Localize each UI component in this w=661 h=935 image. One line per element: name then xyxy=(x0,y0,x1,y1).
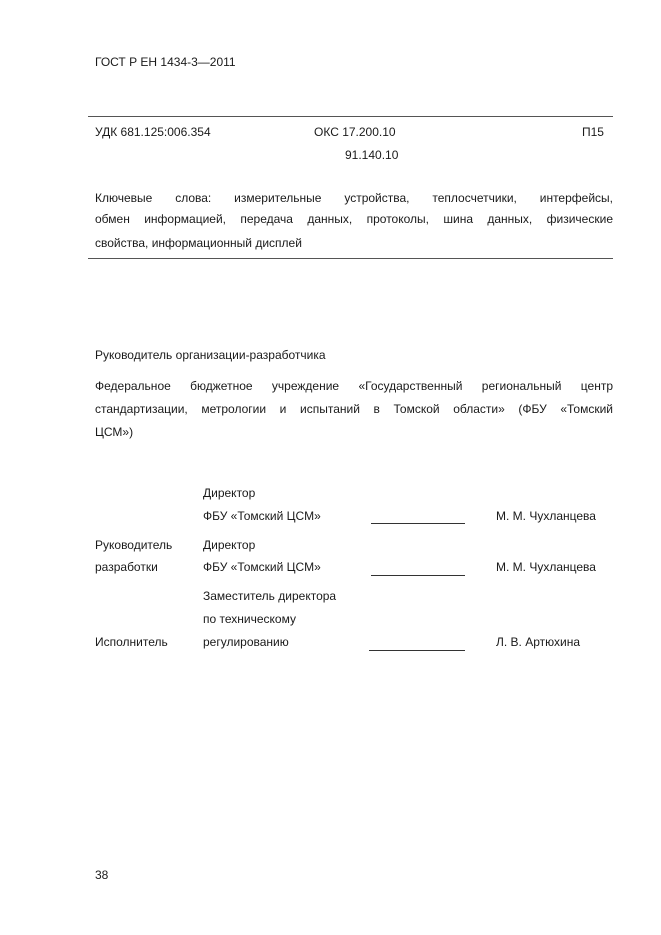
signatory-3-position-line-1: Заместитель директора xyxy=(203,589,337,603)
signatory-3-role-line-1: Исполнитель xyxy=(95,635,168,649)
signatory-3-position-line-3: регулированию xyxy=(203,635,289,649)
signatory-2-role-line-2: разработки xyxy=(95,560,158,574)
signature-line-2 xyxy=(371,575,465,576)
signatory-3-position-line-2: по техническому xyxy=(203,612,296,626)
page-number: 38 xyxy=(95,868,109,882)
oks-code-1: ОКС 17.200.10 xyxy=(314,125,396,139)
developer-heading: Руководитель организации-разработчика xyxy=(95,348,326,362)
keywords-line-1: Ключевые слова: измерительные устройства, теплосчетчики, интерфейсы, xyxy=(95,191,613,205)
keywords-line-2: обмен информацией, передача данных, протоколы, шина данных, физические xyxy=(95,212,613,226)
signatory-2-name: М. М. Чухланцева xyxy=(496,560,596,574)
oks-code-2: 91.140.10 xyxy=(345,148,399,162)
organization-line-3: ЦСМ») xyxy=(95,425,134,439)
signature-line-3 xyxy=(369,650,465,651)
organization-line-2: стандартизации, метрологии и испытаний в Томской области» (ФБУ «Томский xyxy=(95,402,613,416)
signature-line-1 xyxy=(371,523,465,524)
top-divider xyxy=(88,116,613,117)
document-standard-number: ГОСТ Р ЕН 1434-3—2011 xyxy=(95,55,236,69)
signatory-1-position-line-1: Директор xyxy=(203,486,256,500)
bottom-divider xyxy=(88,258,613,259)
keywords-line-3: свойства, информационный дисплей xyxy=(95,236,302,250)
organization-line-1: Федеральное бюджетное учреждение «Государственный региональный центр xyxy=(95,379,613,393)
signatory-1-position-line-2: ФБУ «Томский ЦСМ» xyxy=(203,509,321,523)
udk-code: УДК 681.125:006.354 xyxy=(95,125,211,139)
signatory-1-name: М. М. Чухланцева xyxy=(496,509,596,523)
signatory-2-position-line-2: ФБУ «Томский ЦСМ» xyxy=(203,560,321,574)
classification-code: П15 xyxy=(582,125,604,139)
signatory-2-position-line-1: Директор xyxy=(203,538,256,552)
signatory-2-role-line-1: Руководитель xyxy=(95,538,173,552)
signatory-3-name: Л. В. Артюхина xyxy=(496,635,580,649)
